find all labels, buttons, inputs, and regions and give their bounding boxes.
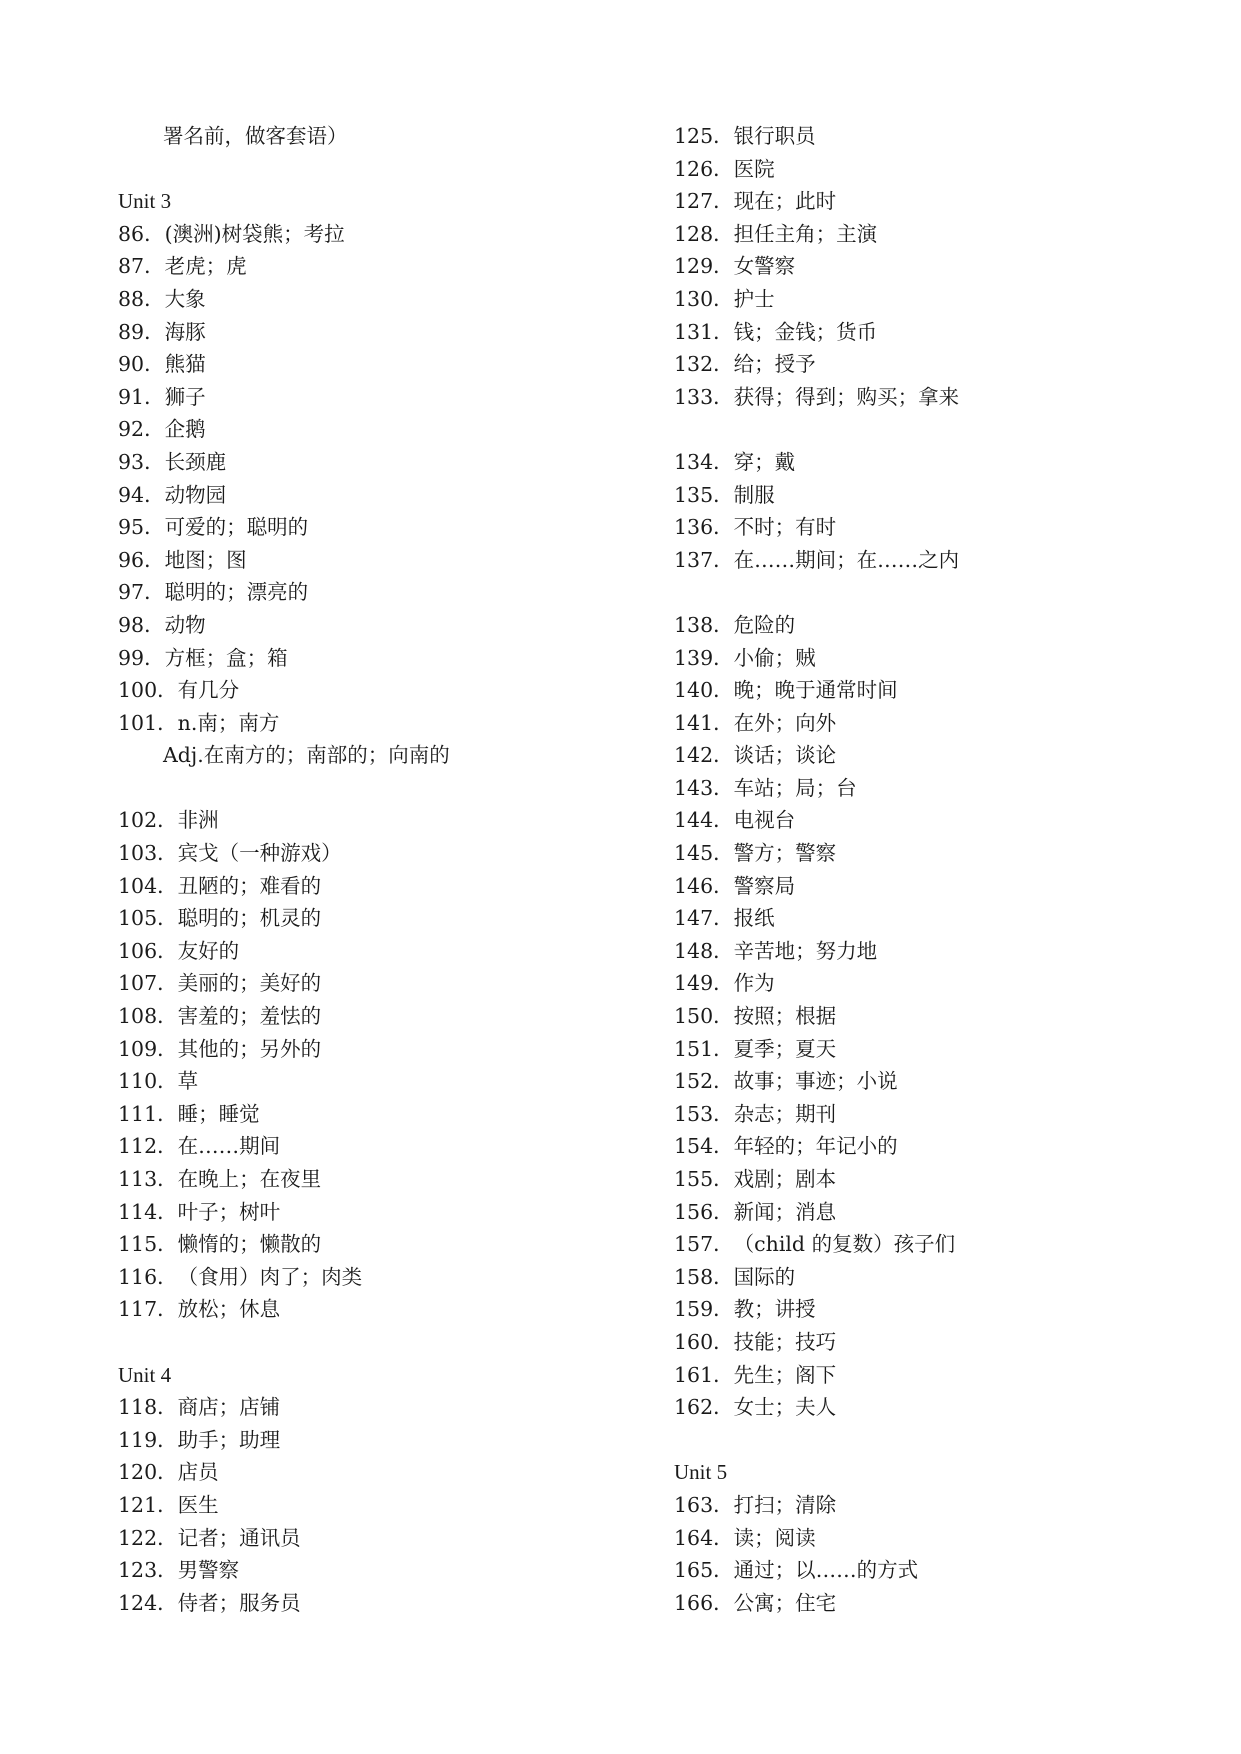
entry-meaning: 医生: [177, 1492, 219, 1517]
entry-number: 116．: [118, 1264, 178, 1289]
vocab-entry: [674, 479, 1194, 512]
entry-meaning: 给；授予: [733, 352, 816, 377]
vocab-entry: [118, 250, 618, 283]
entry-meaning: （child 的复数）孩子们: [733, 1232, 956, 1257]
vocab-entry: [674, 1163, 1194, 1196]
entry-meaning: 按照；根据: [733, 1004, 837, 1029]
entry-meaning: 可爱的；聪明的: [164, 515, 309, 540]
entry-meaning: 商店；店铺: [177, 1395, 281, 1420]
vocab-entry: [118, 1424, 618, 1457]
entry-number: 88．: [118, 286, 165, 311]
blank-line: [118, 1326, 618, 1359]
entry-meaning: 先生；阁下: [733, 1362, 837, 1387]
vocab-entry: [674, 446, 1194, 479]
vocab-entry: [118, 544, 618, 577]
entry-number: 105．: [118, 906, 178, 931]
vocab-entry: [118, 446, 618, 479]
unit-heading: Unit 4: [118, 1362, 172, 1387]
entry-number: 134．: [674, 449, 734, 474]
entry-number: 166．: [674, 1590, 734, 1615]
entry-continuation: 署名前，做客套语）: [163, 124, 348, 148]
entry-meaning: 国际的: [733, 1264, 796, 1289]
vocab-entry: [674, 804, 1194, 837]
entry-number: 159．: [674, 1297, 734, 1322]
entry-meaning: 女警察: [733, 254, 796, 279]
vocab-entry: [674, 1522, 1194, 1555]
entry-number: 156．: [674, 1199, 734, 1224]
entry-meaning: 新闻；消息: [733, 1199, 837, 1224]
entry-meaning: 聪明的；机灵的: [177, 906, 322, 931]
entry-number: 147．: [674, 906, 734, 931]
entry-number: 141．: [674, 710, 734, 735]
entry-number: 151．: [674, 1036, 734, 1061]
entry-meaning: 男警察: [177, 1558, 240, 1583]
entry-number: 99．: [118, 645, 165, 670]
entry-number: 118．: [118, 1395, 178, 1420]
vocab-entry: [674, 902, 1194, 935]
entry-meaning: 方框；盒；箱: [164, 645, 288, 670]
vocab-entry: [118, 1456, 618, 1489]
vocab-entry: [118, 479, 618, 512]
entry-number: 153．: [674, 1101, 734, 1126]
vocab-entry: [118, 870, 618, 903]
vocab-entry: [674, 642, 1194, 675]
entry-number: 100．: [118, 678, 178, 703]
entry-number: 140．: [674, 678, 734, 703]
vocab-entry: [674, 967, 1194, 1000]
entry-number: 165．: [674, 1558, 734, 1583]
entry-meaning: 草: [177, 1069, 199, 1094]
entry-number: 106．: [118, 938, 178, 963]
entry-meaning: 担任主角；主演: [733, 221, 878, 246]
entry-meaning: 不时；有时: [733, 515, 837, 540]
vocab-entry: [118, 1489, 618, 1522]
vocab-entry: [118, 935, 618, 968]
blank-line: [674, 413, 1194, 446]
entry-meaning: 助手；助理: [177, 1427, 281, 1452]
entry-number: 146．: [674, 873, 734, 898]
entry-meaning: 教；讲授: [733, 1297, 816, 1322]
entry-number: 97．: [118, 580, 165, 605]
vocab-entry: [118, 609, 618, 642]
entry-number: 90．: [118, 352, 165, 377]
entry-meaning: 睡；睡觉: [177, 1101, 260, 1126]
vocab-entry: [674, 1033, 1194, 1066]
entry-number: 96．: [118, 547, 165, 572]
vocab-entry: [674, 707, 1194, 740]
entry-number: 117．: [118, 1297, 178, 1322]
entry-meaning: 辛苦地；努力地: [733, 938, 878, 963]
entry-meaning: （食用）肉了；肉类: [177, 1264, 363, 1289]
entry-meaning: 懒惰的；懒散的: [177, 1232, 322, 1257]
entry-number: 133．: [674, 384, 734, 409]
entry-meaning: 叶子；树叶: [177, 1199, 281, 1224]
vocab-entry: [118, 1228, 618, 1261]
entry-meaning: 海豚: [164, 319, 206, 344]
vocab-entry: [674, 185, 1194, 218]
blank-line: [674, 1424, 1194, 1457]
entry-meaning: 害羞的；羞怯的: [177, 1004, 322, 1029]
vocab-entry: [118, 413, 618, 446]
vocab-entry: [118, 902, 618, 935]
entry-number: 164．: [674, 1525, 734, 1550]
entry-number: 154．: [674, 1134, 734, 1159]
entry-number: 102．: [118, 808, 178, 833]
entry-number: 149．: [674, 971, 734, 996]
entry-number: 86．: [118, 221, 165, 246]
vocab-entry: [674, 348, 1194, 381]
entry-number: 122．: [118, 1525, 178, 1550]
entry-number: 126．: [674, 156, 734, 181]
entry-meaning: 大象: [164, 286, 206, 311]
vocab-entry: [118, 642, 618, 675]
entry-meaning: 警察局: [733, 873, 796, 898]
blank-line: [118, 153, 618, 186]
vocab-entry: [118, 674, 618, 707]
vocab-entry: [674, 870, 1194, 903]
entry-number: 155．: [674, 1167, 734, 1191]
right-column: [674, 120, 1194, 1619]
entry-number: 137．: [674, 547, 734, 572]
entry-number: 112．: [118, 1134, 178, 1159]
entry-meaning: 动物: [164, 612, 206, 637]
entry-number: 143．: [674, 775, 734, 800]
entry-number: 89．: [118, 319, 165, 344]
vocab-entry: [674, 120, 1194, 153]
vocab-entry: [118, 1261, 618, 1294]
entry-number: 92．: [118, 417, 165, 442]
entry-number: 139．: [674, 645, 734, 670]
entry-number: 115．: [118, 1232, 178, 1257]
entry-meaning: 其他的；另外的: [177, 1036, 322, 1061]
vocab-entry: [674, 381, 1194, 414]
entry-meaning: 报纸: [733, 906, 775, 931]
vocab-entry: [118, 1293, 618, 1326]
entry-meaning: 戏剧；剧本: [733, 1167, 837, 1191]
vocab-entry: [118, 804, 618, 837]
vocab-entry: [674, 739, 1194, 772]
entry-number: 109．: [118, 1036, 178, 1061]
entry-meaning: 熊猫: [164, 352, 206, 377]
vocab-entry: [674, 1065, 1194, 1098]
entry-meaning: (澳洲)树袋熊；考拉: [164, 221, 345, 246]
vocab-entry: [674, 1489, 1194, 1522]
entry-number: 161．: [674, 1362, 734, 1387]
entry-meaning: 狮子: [164, 384, 206, 409]
vocab-entry: [118, 511, 618, 544]
entry-number: 121．: [118, 1492, 178, 1517]
vocab-entry: [674, 511, 1194, 544]
entry-meaning: 在……期间: [177, 1134, 281, 1159]
entry-meaning: 老虎；虎: [164, 254, 247, 279]
entry-number: 94．: [118, 482, 165, 507]
entry-meaning: 医院: [733, 156, 775, 181]
vocab-entry: [118, 1196, 618, 1229]
entry-meaning: 侍者；服务员: [177, 1590, 301, 1615]
entry-meaning: 危险的: [733, 612, 796, 637]
entry-meaning: 小偷；贼: [733, 645, 816, 670]
entry-number: 108．: [118, 1004, 178, 1029]
entry-number: 127．: [674, 189, 734, 214]
vocab-entry: [674, 544, 1194, 577]
vocab-entry: [674, 1391, 1194, 1424]
entry-number: 120．: [118, 1460, 178, 1485]
vocab-entry: [118, 1065, 618, 1098]
entry-number: 142．: [674, 743, 734, 768]
vocab-entry: [674, 283, 1194, 316]
entry-meaning: 谈话；谈论: [733, 743, 837, 768]
entry-meaning: 企鹅: [164, 417, 206, 442]
entry-meaning: 丑陋的；难看的: [177, 873, 322, 898]
entry-number: 144．: [674, 808, 734, 833]
vocab-entry: [118, 218, 618, 251]
vocab-entry: [674, 153, 1194, 186]
entry-number: 163．: [674, 1492, 734, 1517]
entry-number: 157．: [674, 1232, 734, 1257]
vocab-entry: [118, 707, 618, 740]
vocab-entry: [674, 609, 1194, 642]
entry-meaning: 故事；事迹；小说: [733, 1069, 898, 1094]
entry-number: 152．: [674, 1069, 734, 1094]
vocab-entry: [674, 1326, 1194, 1359]
entry-meaning: 钱；金钱；货币: [733, 319, 878, 344]
entry-number: 150．: [674, 1004, 734, 1029]
entry-meaning: 护士: [733, 286, 775, 311]
entry-meaning: 在……期间；在……之内: [733, 547, 960, 572]
entry-meaning: 晚；晚于通常时间: [733, 678, 898, 703]
blank-line: [118, 772, 618, 805]
vocab-entry: [118, 837, 618, 870]
vocab-entry: [674, 250, 1194, 283]
entry-meaning: 在晚上；在夜里: [177, 1167, 322, 1191]
vocab-entry: [118, 1554, 618, 1587]
entry-number: 107．: [118, 971, 178, 996]
vocab-entry: [674, 772, 1194, 805]
entry-meaning: 店员: [177, 1460, 219, 1485]
entry-number: 131．: [674, 319, 734, 344]
entry-number: 91．: [118, 384, 165, 409]
vocab-entry: [118, 381, 618, 414]
vocab-entry: [118, 1000, 618, 1033]
entry-meaning: 友好的: [177, 938, 240, 963]
entry-meaning: 聪明的；漂亮的: [164, 580, 309, 605]
vocab-entry: [674, 935, 1194, 968]
entry-meaning: 夏季；夏天: [733, 1036, 837, 1061]
entry-number: 148．: [674, 938, 734, 963]
vocab-entry: [674, 1098, 1194, 1131]
entry-number: 98．: [118, 612, 165, 637]
entry-meaning: 打扫；清除: [733, 1492, 837, 1517]
vocab-entry: [118, 1098, 618, 1131]
entry-meaning: 女士；夫人: [733, 1395, 837, 1420]
vocab-entry: [674, 674, 1194, 707]
vocab-entry: [674, 1293, 1194, 1326]
entry-meaning: 杂志；期刊: [733, 1101, 837, 1126]
entry-meaning: 记者；通讯员: [177, 1525, 301, 1550]
vocab-entry: [674, 1554, 1194, 1587]
entry-meaning: 年轻的；年记小的: [733, 1134, 898, 1159]
entry-number: 93．: [118, 449, 165, 474]
entry-number: 113．: [118, 1167, 178, 1191]
vocab-entry: [674, 1261, 1194, 1294]
entry-number: 158．: [674, 1264, 734, 1289]
entry-number: 123．: [118, 1558, 178, 1583]
entry-number: 160．: [674, 1329, 734, 1354]
vocab-entry: [674, 1228, 1194, 1261]
entry-meaning: 在外；向外: [733, 710, 837, 735]
entry-number: 136．: [674, 515, 734, 540]
entry-number: 138．: [674, 612, 734, 637]
entry-meaning: 地图；图: [164, 547, 247, 572]
entry-number: 103．: [118, 841, 178, 866]
vocab-entry: [674, 837, 1194, 870]
entry-number: 110．: [118, 1069, 178, 1094]
entry-number: 130．: [674, 286, 734, 311]
vocab-entry: [118, 283, 618, 316]
entry-meaning: 银行职员: [733, 124, 816, 148]
entry-number: 101．: [118, 710, 178, 735]
entry-number: 124．: [118, 1590, 178, 1615]
vocab-entry: [674, 1196, 1194, 1229]
unit-heading: Unit 5: [674, 1460, 728, 1485]
entry-meaning: 作为: [733, 971, 775, 996]
entry-meaning: 穿；戴: [733, 449, 796, 474]
entry-number: 162．: [674, 1395, 734, 1420]
entry-meaning: 车站；局；台: [733, 775, 857, 800]
vocab-entry: [674, 1587, 1194, 1620]
unit-heading: Unit 3: [118, 189, 172, 214]
entry-meaning: 动物园: [164, 482, 227, 507]
vocab-entry: [118, 1522, 618, 1555]
entry-meaning: 通过；以……的方式: [733, 1558, 919, 1583]
entry-number: 132．: [674, 352, 734, 377]
entry-meaning: 放松；休息: [177, 1297, 281, 1322]
entry-number: 87．: [118, 254, 165, 279]
entry-number: 125．: [674, 124, 734, 148]
vocab-entry: [118, 1587, 618, 1620]
vocab-entry: [674, 1359, 1194, 1392]
entry-meaning: 非洲: [177, 808, 219, 833]
entry-meaning: n.南；南方: [177, 710, 280, 735]
vocab-entry: [118, 967, 618, 1000]
entry-continuation: Adj.在南方的；南部的；向南的: [163, 743, 450, 768]
entry-number: 114．: [118, 1199, 178, 1224]
entry-meaning: 有几分: [177, 678, 240, 703]
vocab-entry: [118, 1130, 618, 1163]
entry-meaning: 警方；警察: [733, 841, 837, 866]
entry-number: 129．: [674, 254, 734, 279]
entry-meaning: 技能；技巧: [733, 1329, 837, 1354]
vocab-entry: [118, 576, 618, 609]
entry-meaning: 读；阅读: [733, 1525, 816, 1550]
left-column: [118, 120, 618, 1619]
vocab-entry: [118, 316, 618, 349]
vocab-entry: [674, 218, 1194, 251]
vocab-entry: [118, 1391, 618, 1424]
entry-number: 135．: [674, 482, 734, 507]
entry-number: 104．: [118, 873, 178, 898]
vocab-entry: [118, 1033, 618, 1066]
vocab-entry: [674, 316, 1194, 349]
vocab-entry: [118, 348, 618, 381]
entry-number: 119．: [118, 1427, 178, 1452]
entry-meaning: 美丽的；美好的: [177, 971, 322, 996]
entry-meaning: 获得；得到；购买；拿来: [733, 384, 960, 409]
entry-number: 145．: [674, 841, 734, 866]
entry-number: 111．: [118, 1101, 178, 1126]
blank-line: [674, 576, 1194, 609]
entry-meaning: 长颈鹿: [164, 449, 227, 474]
entry-meaning: 公寓；住宅: [733, 1590, 837, 1615]
entry-meaning: 现在；此时: [733, 189, 837, 214]
vocab-entry: [674, 1000, 1194, 1033]
vocab-entry: [674, 1130, 1194, 1163]
entry-meaning: 制服: [733, 482, 775, 507]
vocab-entry: [118, 1163, 618, 1196]
entry-number: 95．: [118, 515, 165, 540]
entry-number: 128．: [674, 221, 734, 246]
entry-meaning: 电视台: [733, 808, 796, 833]
entry-meaning: 宾戈（一种游戏）: [177, 841, 342, 866]
